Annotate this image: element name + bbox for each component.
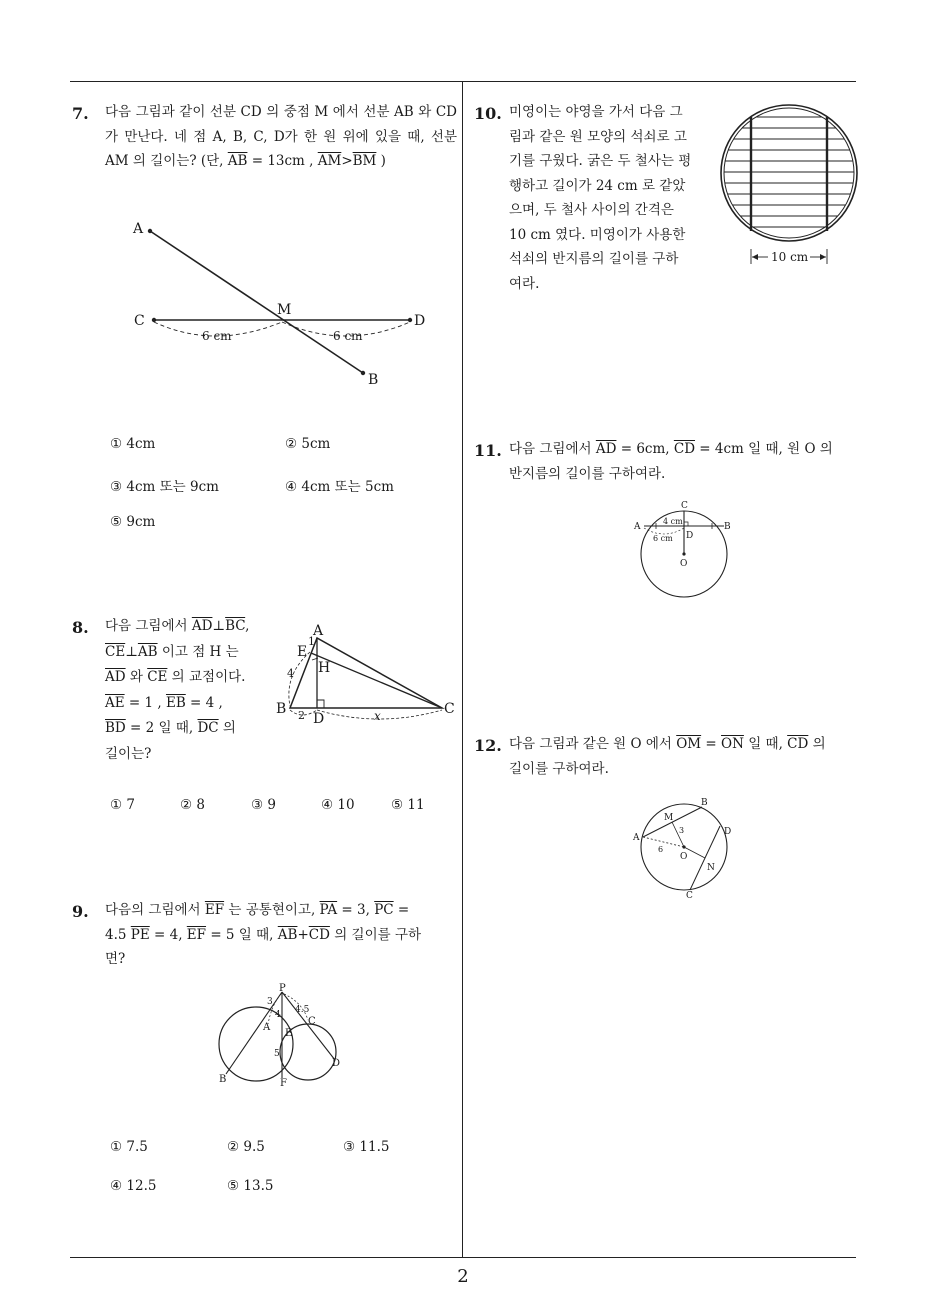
question-9-text: 다음의 그림에서 $\overline{EF}$ 는 공통현이고, $\overline{PA} = 3$, $\overline{PC}$ = 4.5 $\overline{PE} = 4$, $\overline{EF} = 5$ 일 때, $\overline{AB}+\overline{CD}$ 의 길이를 구하 면? bbox=[105, 902, 422, 967]
q9-choice-4[interactable]: ④ 12.5 bbox=[110, 1178, 157, 1194]
question-7-text: 다음 그림과 같이 선분 CD 의 중점 M 에서 선분 AB 와 CD 가 만난다. 네 점 A, B, C, D가 한 원 위에 있을 때, 선분 AM 의 길이는? (단, $\overline{AB} = 13cm$ , $\overline{AM}>\overline{BM}$ ) bbox=[105, 104, 457, 169]
label-d: D bbox=[724, 827, 732, 837]
label-a: A bbox=[133, 221, 144, 237]
label-d: D bbox=[686, 531, 694, 541]
q9-choice-2[interactable]: ② 9.5 bbox=[227, 1139, 265, 1155]
label-a: A bbox=[634, 522, 641, 532]
question-7-figure bbox=[120, 210, 440, 395]
question-8-figure bbox=[272, 620, 462, 730]
label-d: D bbox=[414, 313, 426, 329]
q7-choice-3[interactable]: ③ 4cm 또는 9cm bbox=[110, 479, 219, 495]
question-11-figure bbox=[630, 496, 740, 601]
segment-ab bbox=[150, 231, 363, 373]
point-a bbox=[148, 229, 152, 233]
label-dc: x bbox=[374, 709, 381, 723]
label-ef: 5 bbox=[274, 1049, 280, 1059]
label-a: A bbox=[263, 1022, 271, 1033]
label-b: B bbox=[368, 372, 379, 388]
label-b: B bbox=[219, 1074, 227, 1085]
segment-ce bbox=[311, 653, 442, 708]
label-c: C bbox=[681, 501, 688, 511]
label-c: C bbox=[134, 313, 145, 329]
q8-choice-5[interactable]: ⑤ 11 bbox=[391, 797, 425, 813]
label-right-len: 6 cm bbox=[333, 329, 363, 343]
label-n: N bbox=[707, 863, 715, 873]
label-o: O bbox=[680, 852, 688, 862]
q9-choice-5[interactable]: ⑤ 13.5 bbox=[227, 1178, 274, 1194]
label-left-len: 6 cm bbox=[202, 329, 232, 343]
question-7-number: 7. bbox=[72, 104, 89, 123]
label-a: A bbox=[633, 833, 640, 843]
question-10-number: 10. bbox=[474, 104, 502, 123]
label-c: C bbox=[308, 1016, 316, 1027]
label-m: M bbox=[664, 813, 674, 823]
label-10cm: 10 cm bbox=[771, 250, 809, 264]
question-10-figure bbox=[718, 100, 864, 270]
segment-ao bbox=[643, 837, 684, 847]
q8-choice-2[interactable]: ② 8 bbox=[180, 797, 205, 813]
label-m: M bbox=[277, 302, 292, 318]
triangle-abc bbox=[290, 638, 442, 708]
question-8-text: 다음 그림에서 $\overline{AD}\perp\overline{BC}$, $\overline{CE}\perp\overline{AB}$ 이고 점 H 는 $\overline{AD}$ 와 $\overline{CE}$ 의 교점이다. $\overline{AE} = 1$ , $\overline{EB} = 4$ , $\overline{BD} = 2$ 일 때, $\overline{DC}$ 의 길이는? bbox=[105, 618, 250, 762]
label-b: B bbox=[276, 701, 287, 717]
question-11-number: 11. bbox=[474, 441, 502, 460]
grill-inner-rim bbox=[724, 108, 854, 238]
label-d: D bbox=[313, 711, 325, 727]
grill-outer-rim bbox=[721, 105, 857, 241]
label-pc: 4.5 bbox=[295, 1005, 310, 1015]
label-b: B bbox=[724, 522, 731, 532]
label-c: C bbox=[444, 701, 455, 717]
q7-choice-1[interactable]: ① 4cm bbox=[110, 436, 156, 452]
question-9-figure bbox=[210, 982, 360, 1090]
label-am: 6 bbox=[658, 845, 664, 854]
bottom-rule bbox=[70, 1257, 856, 1258]
label-e: E bbox=[297, 644, 308, 660]
label-d: D bbox=[332, 1058, 341, 1069]
label-e: E bbox=[285, 1028, 293, 1039]
question-12-number: 12. bbox=[474, 736, 502, 755]
column-divider bbox=[462, 82, 463, 1258]
label-cd: 4 cm bbox=[663, 517, 683, 526]
label-a: A bbox=[313, 623, 324, 639]
label-c: C bbox=[686, 891, 693, 901]
right-angle-d bbox=[317, 700, 324, 708]
q9-choice-1[interactable]: ① 7.5 bbox=[110, 1139, 148, 1155]
label-b: B bbox=[701, 798, 708, 808]
question-12-figure bbox=[630, 795, 740, 905]
label-f: F bbox=[280, 1078, 287, 1089]
question-8-number: 8. bbox=[72, 618, 89, 637]
label-om: 3 bbox=[679, 826, 685, 835]
label-pe: 4 bbox=[275, 1010, 281, 1020]
point-c bbox=[152, 318, 156, 322]
label-ae: 1 bbox=[308, 635, 315, 648]
question-12-text: 다음 그림과 같은 원 O 에서 $\overline{OM} = \overline{ON}$ 일 때, $\overline{CD}$ 의 길이를 구하여라. bbox=[509, 736, 826, 777]
label-h: H bbox=[318, 660, 331, 676]
page-number: 2 bbox=[457, 1266, 469, 1287]
label-o: O bbox=[680, 559, 688, 569]
q8-choice-1[interactable]: ① 7 bbox=[110, 797, 135, 813]
question-11-text: 다음 그림에서 $\overline{AD} = 6cm$, $\overline{CD} = 4cm$ 일 때, 원 O 의 반지름의 길이를 구하여라. bbox=[509, 441, 833, 482]
question-9-number: 9. bbox=[72, 902, 89, 921]
q8-choice-4[interactable]: ④ 10 bbox=[321, 797, 355, 813]
q7-choice-5[interactable]: ⑤ 9cm bbox=[110, 514, 156, 530]
label-bd: 2 bbox=[298, 709, 305, 722]
label-eb: 4 bbox=[287, 667, 294, 680]
line-pb bbox=[226, 992, 282, 1074]
center-o bbox=[682, 845, 685, 848]
q7-choice-2[interactable]: ② 5cm bbox=[285, 436, 331, 452]
question-10-text: 미영이는 야영을 가서 다음 그 림과 같은 원 모양의 석쇠로 고 기를 구웠다. 굵은 두 철사는 평 행하고 길이가 24 cm 로 같았 으며, 두 철사 사이의 간격은 10 cm 였다. 미영이가 사용한 석쇠의 반지름의 길이를 구하 여라. bbox=[509, 104, 692, 292]
point-b bbox=[361, 371, 365, 375]
q9-choice-3[interactable]: ③ 11.5 bbox=[343, 1139, 390, 1155]
center-o bbox=[682, 552, 685, 555]
point-d bbox=[408, 318, 412, 322]
label-p: P bbox=[279, 983, 286, 994]
label-ad: 6 cm bbox=[653, 534, 673, 543]
label-pa: 3 bbox=[267, 997, 273, 1007]
q8-choice-3[interactable]: ③ 9 bbox=[251, 797, 276, 813]
q7-choice-4[interactable]: ④ 4cm 또는 5cm bbox=[285, 479, 394, 495]
